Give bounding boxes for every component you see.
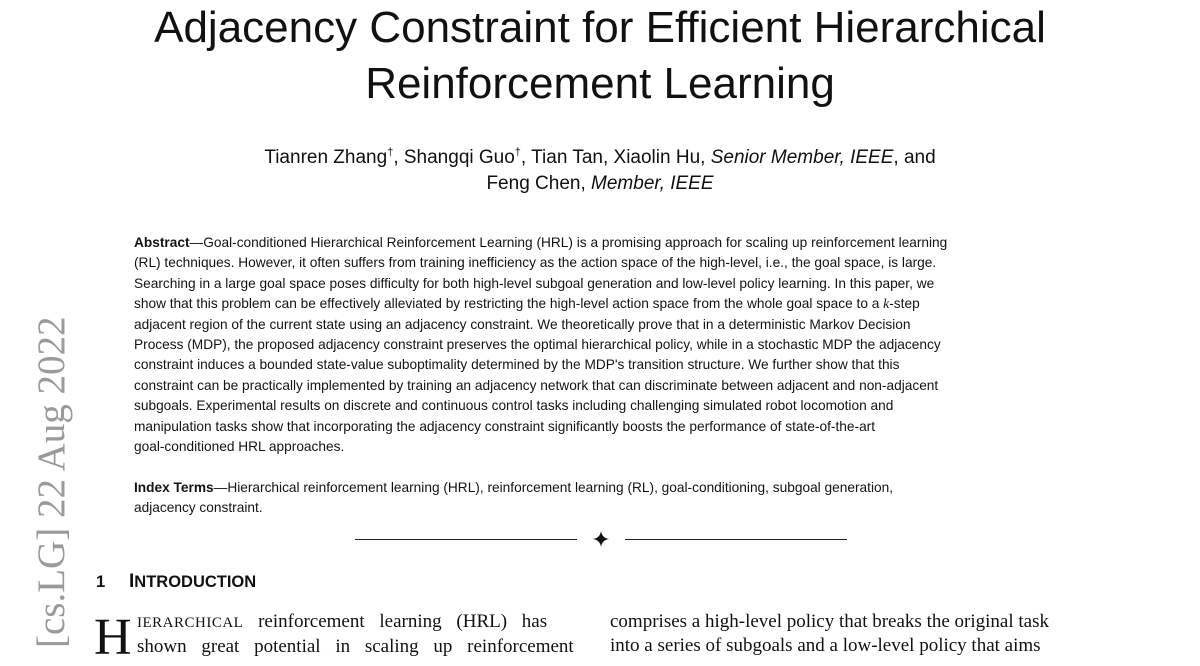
abstract-line: Process (MDP), the proposed adjacency constraint preserves the optimal hierarchical policy, while in a stochastic MDP the adjacency: [134, 337, 941, 353]
title-line-1: Adjacency Constraint for Efficient Hierarchical: [154, 3, 1046, 52]
section-divider: [355, 528, 847, 550]
author-name: Tian Tan: [531, 147, 603, 168]
section-title-rest: NTRODUCTION: [134, 573, 257, 591]
index-terms-line: adjacency constraint.: [134, 500, 263, 516]
abstract-text: —Goal-conditioned Hierarchical Reinforcement Learning (HRL) is a promising approach for scaling up reinforcement learning: [189, 235, 948, 250]
abstract-line: subgoals. Experimental results on discrete and continuous control tasks including challenging simulated robot locomotion and: [134, 398, 894, 414]
index-terms-line: [134, 478, 1069, 498]
abstract-line: [134, 294, 1069, 314]
dagger-mark: †: [514, 146, 521, 159]
author-name: Xiaolin Hu: [613, 147, 701, 168]
abstract-line: adjacent region of the current state using an adjacency constraint. We theoretically prove that in a deterministic Markov Decision: [134, 316, 911, 332]
abstract-line: Searching in a large goal space poses difficulty for both high-level subgoal generation and low-level policy learning. In this paper, we: [134, 275, 935, 291]
abstract-text: show that this problem can be effectively alleviated by restricting the high-level action space from the whole goal space to a: [134, 296, 884, 312]
section-number: 1: [96, 573, 106, 591]
body-text: reinforcement learning (HRL) has: [243, 611, 548, 632]
author-affiliation: Senior Member, IEEE: [710, 147, 894, 168]
divider-rule-right: [625, 539, 847, 540]
author-name: Shangqi Guo: [403, 147, 515, 168]
dagger-mark: †: [387, 146, 394, 159]
abstract-line: manipulation tasks show that incorporating the adjacency constraint significantly boosts the performance of state-of-the-art: [134, 418, 876, 434]
section-heading: [96, 571, 256, 593]
body-line: shown great potential in scaling up reinforcement: [137, 636, 574, 657]
body-line: into a series of subgoals and a low-level policy that aims: [610, 635, 1041, 656]
body-line: [137, 610, 589, 635]
author-name: Tianren Zhang: [264, 147, 388, 168]
body-line: comprises a high-level policy that breaks the original task: [610, 611, 1049, 632]
divider-rule-left: [355, 539, 577, 540]
smallcaps-word: IERARCHICAL: [137, 615, 244, 631]
abstract: [134, 233, 1069, 457]
authors-line-1: Tianren Zhang†, Shangqi Guo†, Tian Tan, Xiaolin Hu, Senior Member, IEEE, and: [264, 146, 936, 168]
abstract-line: (RL) techniques. However, it often suffers from training inefficiency as the action space of the high-level, i.e., the goal space, is large.: [134, 255, 937, 271]
title-line-2: Reinforcement Learning: [365, 59, 835, 108]
authors-line-2: Feng Chen, Member, IEEE: [486, 173, 714, 194]
section-title-initial: I: [129, 571, 135, 592]
index-terms-text: —Hierarchical reinforcement learning (HRL), reinforcement learning (RL), goal-conditioning, subgoal generation,: [213, 480, 894, 495]
index-terms-label: Index Terms: [134, 480, 214, 495]
k-symbol: k: [883, 296, 890, 312]
author-name: Feng Chen: [486, 173, 581, 194]
arxiv-stamp: [cs.LG] 22 Aug 2022: [30, 316, 73, 648]
drop-cap: H: [94, 609, 132, 666]
author-conjunction: , and: [893, 147, 936, 168]
author-affiliation: Member, IEEE: [591, 173, 714, 194]
abstract-line: constraint induces a bounded state-value suboptimality determined by the MDP's transition structure. We further show that this: [134, 357, 900, 373]
abstract-text: -step: [889, 296, 920, 312]
abstract-line: goal-conditioned HRL approaches.: [134, 439, 345, 455]
abstract-line: [134, 233, 1069, 253]
body-column-right: [610, 610, 1108, 658]
paper-title: [0, 0, 1200, 112]
body-column-left: [137, 610, 589, 659]
author-list: [0, 145, 1200, 197]
abstract-label: Abstract: [134, 235, 190, 250]
abstract-line: constraint can be practically implemented by training an adjacency network that can discriminate between adjacent and non-adjacent: [134, 377, 939, 393]
index-terms: [134, 478, 1069, 519]
diamond-ornament-icon: [593, 531, 609, 547]
